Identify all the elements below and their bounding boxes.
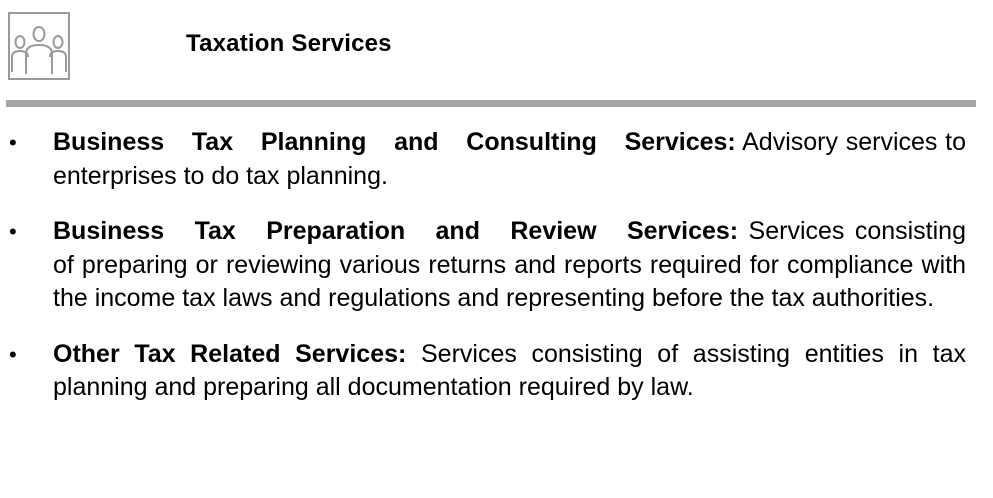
page-title: Taxation Services: [186, 30, 392, 57]
bullet-icon: •: [9, 219, 17, 244]
header-divider: [6, 100, 976, 107]
service-description: Services consisting of preparing or reviewing various returns and reports required for compliance with the income tax laws and regulations and representing before the tax authorities.: [53, 217, 966, 312]
service-description: Services consisting of assisting entities in tax planning and preparing all documentation required by law.: [53, 339, 966, 401]
services-list: [0, 126, 993, 427]
service-term: Business Tax Planning and Consulting Services:: [53, 128, 736, 156]
service-term: Business Tax Preparation and Review Services:: [53, 217, 739, 245]
service-term: Other Tax Related Services:: [53, 339, 407, 368]
bullet-icon: •: [9, 130, 17, 155]
list-item: [0, 215, 966, 316]
slide-header: [0, 0, 993, 110]
service-description: Advisory services to enterprises to do tax planning.: [53, 128, 966, 190]
bullet-icon: •: [9, 341, 17, 367]
list-item: [0, 126, 966, 193]
list-item: [0, 338, 966, 405]
people-group-icon: [8, 12, 70, 80]
